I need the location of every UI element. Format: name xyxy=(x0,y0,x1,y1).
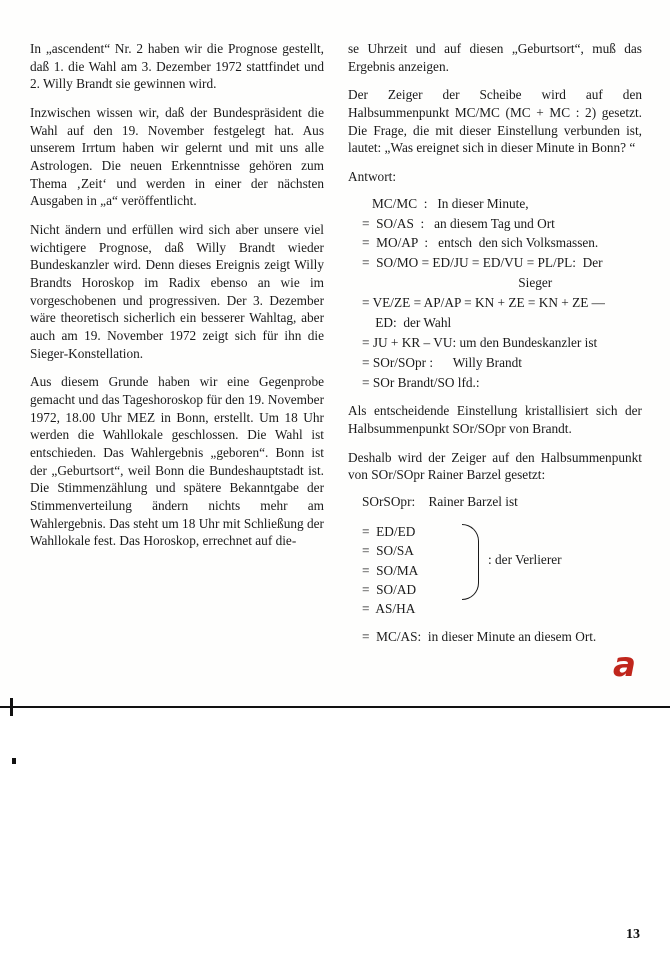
formula-line: Sieger xyxy=(362,275,553,291)
scan-artifact-line xyxy=(0,706,670,708)
formula-line: = SOr Brandt/SO lfd.: xyxy=(362,374,480,390)
left-column xyxy=(30,40,324,657)
formula-line: = AS/HA xyxy=(362,601,416,617)
paragraph: Deshalb wird der Zeiger auf den Halbsummenpunkt von SOr/SOpr Rainer Barzel gesetzt: xyxy=(348,449,642,483)
formula-line: = SO/MA xyxy=(362,562,419,578)
formula-line: = SO/AS : an diesem Tag und Ort xyxy=(362,215,555,231)
formula-line: = ED/ED xyxy=(362,524,416,540)
brace-label: : der Verlierer xyxy=(488,552,562,568)
formula-line: = SO/MO = ED/JU = ED/VU = PL/PL: Der xyxy=(362,255,603,271)
formula-row xyxy=(362,580,642,599)
paragraph: Inzwischen wissen wir, daß der Bundespräsident die Wahl auf den 19. November festgelegt hat. Aus unserem Irrtum haben wir gelernt und mit uns alle Astrologen. Die neuen Erkenntnisse gehören zum Thema ‚Zeit‘ und werden in einer der nächsten Ausgaben in „a“ veröffentlicht. xyxy=(30,105,324,209)
page-number: 13 xyxy=(626,927,640,942)
formula-row xyxy=(362,599,642,618)
two-column-body xyxy=(30,40,642,657)
paragraph: Aus diesem Grunde haben wir eine Gegenprobe gemacht und das Tageshoroskop für den 19. November 1972, 18.00 Uhr MEZ in Bonn, erstellt. Um 18 Uhr werden die Wahllokale geschlossen. Die Wahl ist entschieden. Das Wahlergebnis „geboren“. Bonn ist der „Geburtsort“, weil Bonn die Bundeshauptstadt ist. Die Stimmenzählung und spätere Bekanntgabe der Stimmenverteilung ändern nichts mehr am Wahlergebnis. Das steht um 18 Uhr mit Schließung der Wahllokale fest. Das Horoskop, errechnet auf die- xyxy=(30,374,324,549)
formula-line: = SO/AD xyxy=(362,581,417,597)
formula-line: = JU + KR – VU: um den Bundeskanzler ist xyxy=(362,334,598,350)
formula-line: MC/MC : In dieser Minute, xyxy=(362,195,529,211)
formula-line: = MC/AS: in dieser Minute an diesem Ort. xyxy=(362,629,597,645)
paragraph: Der Zeiger der Scheibe wird auf den Halbsummenpunkt MC/MC (MC + MC : 2) gesetzt. Die Frage, die mit dieser Einstellung verbunden ist, lautet: „Was ereignet sich in dieser Minute in Bonn? “ xyxy=(348,87,642,156)
brace-wrap xyxy=(362,522,642,618)
formula-line: ED: der Wahl xyxy=(362,314,452,330)
formula-line: SOrSOpr: Rainer Barzel ist xyxy=(362,494,518,510)
paragraph: Als entscheidende Einstellung kristallisiert sich der Halbsummenpunkt SOr/SOpr von Brandt. xyxy=(348,403,642,437)
scan-artifact-tick xyxy=(10,698,13,716)
formula-line: = SOr/SOpr : Willy Brandt xyxy=(362,354,523,370)
formula-block-barzel-header xyxy=(348,493,642,512)
brace-group-verlierer xyxy=(348,522,642,618)
paragraph: se Uhrzeit und auf diesen „Geburtsort“, muß das Ergebnis anzeigen. xyxy=(348,41,642,74)
formula-line: = VE/ZE = AP/AP = KN + ZE = KN + ZE — xyxy=(362,295,605,311)
scan-artifact-dot xyxy=(12,758,16,764)
curly-brace-icon xyxy=(462,524,479,600)
formula-line: = SO/SA xyxy=(362,543,414,559)
paragraph: Nicht ändern und erfüllen wird sich aber unsere viel wichtigere Prognose, daß Willy Brandt wieder Bundeskanzler wird. Denn dieses Ereignis zeigt Willy Brandts Horoskop im Radix ebenso an wie im vorgeschobenen und progressiven. Der 3. Dezember wäre theoretisch sicherlich ein besserer Wahltag, aber auch am 19. November 1972 zeigt sich für ihn die Sieger-Konstellation. xyxy=(30,222,324,361)
formula-block-brandt xyxy=(348,195,642,393)
answer-label: Antwort: xyxy=(348,169,397,185)
scan-blank-area xyxy=(0,710,670,973)
formula-block-barzel-footer xyxy=(348,628,642,647)
formula-line: = MO/AP : entsch den sich Volksmassen. xyxy=(362,235,599,251)
formula-row xyxy=(362,522,642,541)
right-column xyxy=(348,40,642,657)
paragraph: In „ascendent“ Nr. 2 haben wir die Prognose gestellt, daß 1. die Wahl am 3. Dezember 1972 stattfindet und 2. Willy Brandt sie gewinnen wird. xyxy=(30,41,324,92)
magazine-logo-a: a xyxy=(613,645,636,685)
